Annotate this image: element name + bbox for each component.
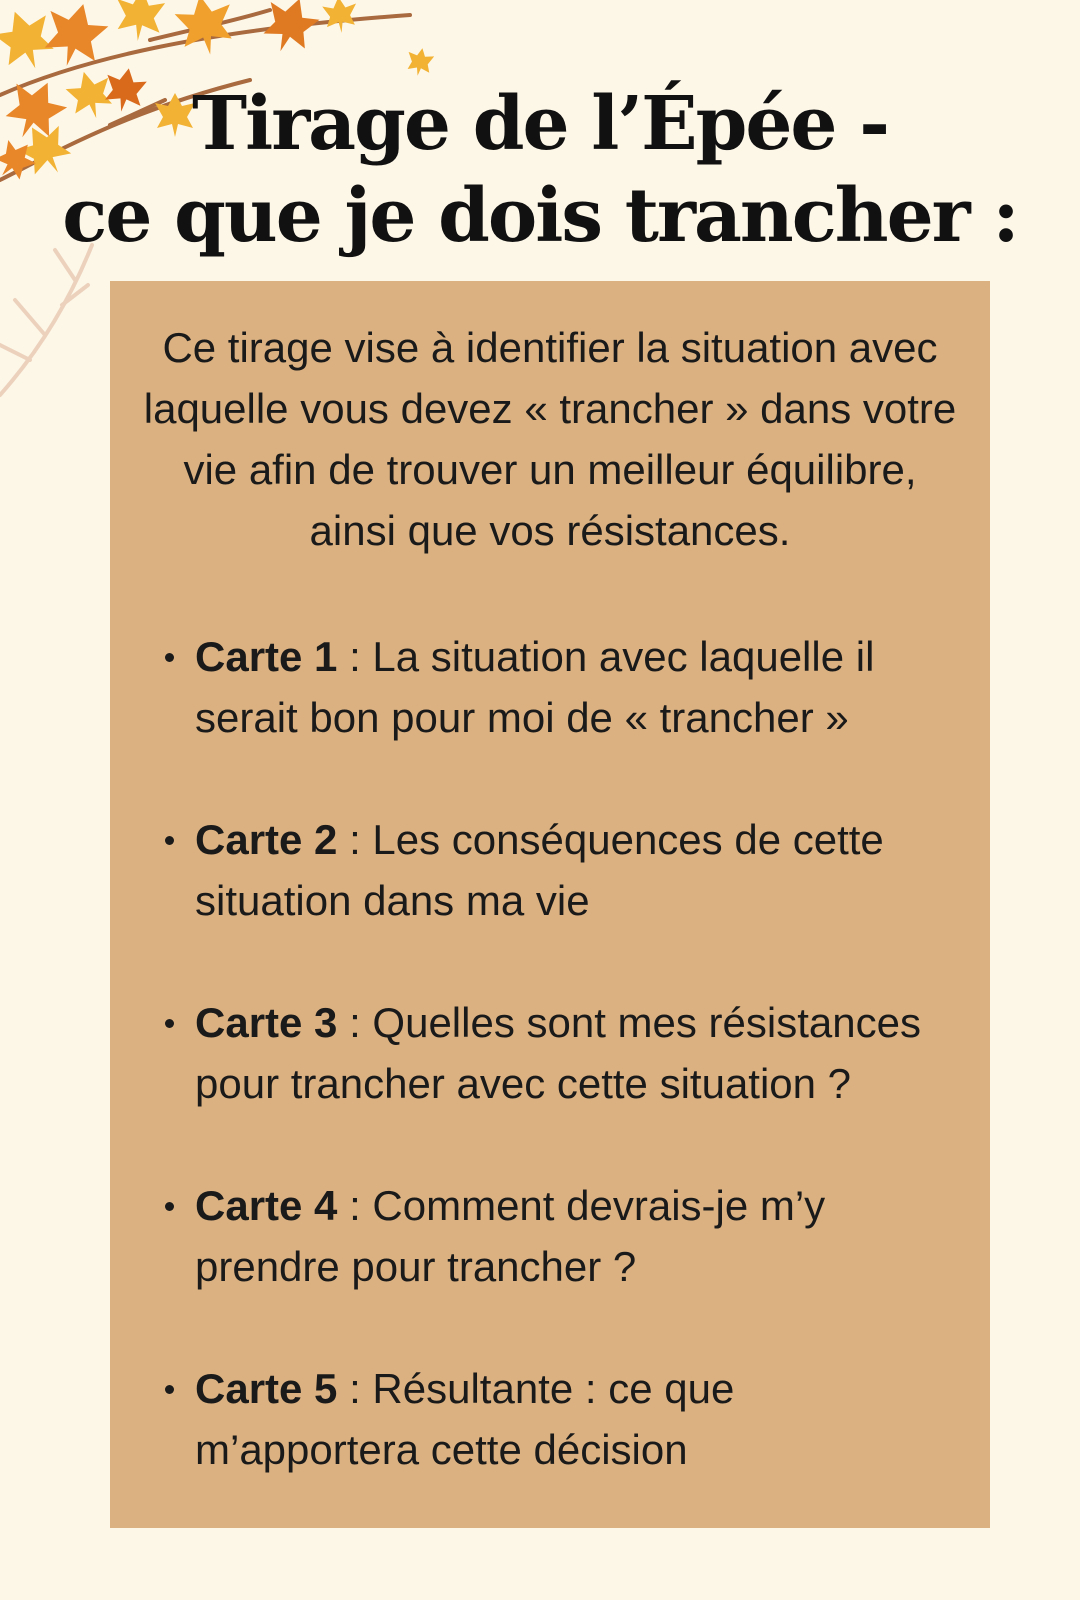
bullet-icon: [165, 1202, 174, 1211]
intro-line: vie afin de trouver un meilleur équilibre,: [183, 446, 917, 493]
item-line-1: [195, 992, 965, 1053]
item-line-1: [195, 1358, 965, 1419]
title-line-2: ce que je dois trancher :: [62, 173, 1018, 259]
title-line-1: Tirage de l’Épée -: [192, 81, 888, 167]
content-card: [110, 281, 990, 1528]
page-title: [0, 78, 1080, 262]
item-line-2: prendre pour trancher ?: [195, 1243, 637, 1290]
card-list: [165, 626, 965, 1541]
list-item-carte-5: [165, 1358, 965, 1480]
item-text: : Quelles sont mes résistances: [337, 999, 921, 1046]
bullet-icon: [165, 1385, 174, 1394]
item-label: Carte 1: [195, 633, 338, 680]
item-label: Carte 4: [195, 1182, 338, 1229]
item-line-2: serait bon pour moi de « trancher »: [195, 694, 849, 741]
item-text: : Résultante : ce que: [337, 1365, 735, 1412]
intro-line: laquelle vous devez « trancher » dans votre: [143, 385, 957, 432]
list-item-carte-3: [165, 992, 965, 1114]
item-line-2: pour trancher avec cette situation ?: [195, 1060, 852, 1107]
item-line-2: situation dans ma vie: [195, 877, 590, 924]
bullet-icon: [165, 1019, 174, 1028]
item-line-1: [195, 626, 965, 687]
item-label: Carte 5: [195, 1365, 338, 1412]
item-line-1: [195, 809, 965, 870]
item-text: : Comment devrais-je m’y: [337, 1182, 826, 1229]
intro-line: Ce tirage vise à identifier la situation avec: [162, 324, 938, 371]
bullet-icon: [165, 653, 174, 662]
item-line-1: [195, 1175, 965, 1236]
item-text: : Les conséquences de cette: [337, 816, 884, 863]
list-item-carte-4: [165, 1175, 965, 1297]
item-line-2: m’apportera cette décision: [195, 1426, 688, 1473]
list-item-carte-1: [165, 626, 965, 748]
item-label: Carte 2: [195, 816, 338, 863]
list-item-carte-2: [165, 809, 965, 931]
item-label: Carte 3: [195, 999, 338, 1046]
item-text: : La situation avec laquelle il: [337, 633, 875, 680]
intro-line: ainsi que vos résistances.: [309, 507, 791, 554]
intro-paragraph: [110, 317, 990, 561]
bullet-icon: [165, 836, 174, 845]
